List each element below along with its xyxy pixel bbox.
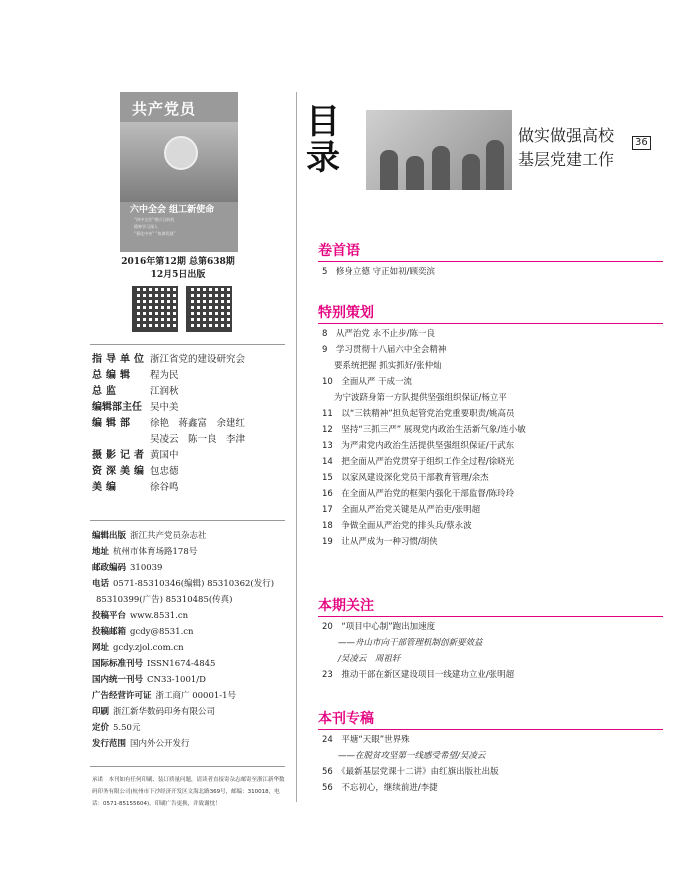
publication-value: ISSN1674-4845 <box>147 659 216 669</box>
issue-number: 2016年第12期 总第638期 <box>121 257 235 267</box>
section-rule <box>318 616 663 617</box>
staff-list <box>92 352 287 496</box>
toc-entry[interactable]: 56 不忘初心，继续前进/李捷 <box>322 783 438 793</box>
section-rule <box>318 729 663 730</box>
divider <box>90 520 285 521</box>
publication-row <box>92 608 287 624</box>
staff-row <box>92 352 287 368</box>
publication-key: 编辑出版 <box>92 531 127 541</box>
feature-photo <box>366 110 512 190</box>
toc-entry[interactable]: 14 把全面从严治党贯穿于组织工作全过程/徐晓光 <box>322 457 515 467</box>
publication-row <box>92 704 287 720</box>
divider <box>90 766 285 767</box>
qr-code-icon <box>186 286 232 332</box>
staff-role: 编辑部主任 <box>92 402 142 413</box>
publication-key: 国内统一刊号 <box>92 675 144 685</box>
publication-value: 浙工商广 00001-1号 <box>155 691 237 701</box>
publication-key: 地址 <box>92 547 110 557</box>
toc-entry[interactable]: 23 推动干部在新区建设项目一线建功立业/张明超 <box>322 670 515 680</box>
staff-role: 资深美编 <box>92 466 148 477</box>
toc-entry[interactable]: 18 争做全面从严治党的排头兵/蔡永波 <box>322 521 472 531</box>
column-divider <box>296 92 297 802</box>
publication-value: 浙江共产党员杂志社 <box>130 531 207 541</box>
staff-row <box>92 432 287 448</box>
publication-row <box>92 656 287 672</box>
publication-value: 0571-85310346(编辑) 85310362(发行) <box>113 579 275 589</box>
feature-title[interactable]: 做实做强高校 基层党建工作 <box>518 126 615 169</box>
publication-row <box>92 640 287 656</box>
staff-row <box>92 400 287 416</box>
staff-row <box>92 384 287 400</box>
section-title: 卷首语 <box>318 243 360 259</box>
toc-entry[interactable]: 要系统把握 抓实抓好/张仲灿 <box>334 361 442 371</box>
issue-date: 12月5日出版 <box>150 270 206 280</box>
publication-row <box>92 592 287 608</box>
quality-note: 承诺 本刊如有任何印刷、装订质量问题，请读者直接寄杂志邮寄至浙江新华数码印务有限公司(杭州市下沙经济开发区文海北路369号，邮编：310018，电话：0571-85155604)，印刷广告更换，并致谢忱！ <box>92 777 285 807</box>
toc-entry[interactable]: 5 修身立德 守正如初/顾奕滨 <box>322 267 435 277</box>
toc-entry[interactable]: 13 为严肃党内政治生活提供坚强组织保证/干武东 <box>322 441 515 451</box>
toc-entry[interactable]: 15 以家风建设深化党员干部教育管理/余杰 <box>322 473 489 483</box>
publication-row <box>92 528 287 544</box>
toc-entry[interactable]: 17 全面从严治党关键是从严治吏/张明超 <box>322 505 481 515</box>
publication-row <box>92 672 287 688</box>
publication-value: 浙江新华数码印务有限公司 <box>113 707 216 717</box>
staff-role: 编辑部 <box>92 418 134 429</box>
section-rule <box>318 261 663 262</box>
toc-entry[interactable]: 19 让从严成为一种习惯/胡侠 <box>322 537 438 547</box>
toc-entry[interactable]: 11 以“三铁精神”担负起管党治党重要职责/姚高员 <box>322 409 515 419</box>
toc-entry[interactable]: 16 在全面从严治党的框架内强化干部监督/陈玲玲 <box>322 489 515 499</box>
staff-role: 总监 <box>92 386 120 397</box>
publication-value: 国内外公开发行 <box>130 739 190 749</box>
toc-entry[interactable]: ——在脱贫攻坚第一线感受希望/吴凌云 <box>338 751 486 761</box>
toc-entry[interactable]: ——舟山市向干部管理机制创新要效益 <box>338 638 483 648</box>
staff-names: 吴凌云 陈一良 李津 <box>150 434 246 445</box>
publication-row <box>92 624 287 640</box>
staff-names: 黄国中 <box>150 450 179 461</box>
publication-row <box>92 576 287 592</box>
staff-names: 浙江省党的建设研究会 <box>150 354 246 365</box>
toc-entry[interactable]: 12 坚持“三抓三严” 展现党内政治生活新气象/连小敏 <box>322 425 526 435</box>
qr-code-icon <box>132 286 178 332</box>
publication-key: 投稿邮箱 <box>92 627 127 637</box>
publication-value: www.8531.cn <box>130 611 189 621</box>
publication-value: 85310399(广告) 85310485(传真) <box>96 595 233 605</box>
staff-row <box>92 480 287 496</box>
publication-row <box>92 688 287 704</box>
staff-role: 指导单位 <box>92 354 148 365</box>
publication-key: 定价 <box>92 723 110 733</box>
divider <box>90 344 285 345</box>
section-rule <box>318 323 663 324</box>
staff-names: 江润秋 <box>150 386 179 397</box>
publication-row <box>92 560 287 576</box>
cover-headline: 六中全会 组工新使命 <box>130 205 215 215</box>
publication-value: 5.50元 <box>113 723 141 733</box>
publication-key: 发行范围 <box>92 739 127 749</box>
toc-entry[interactable]: 10 全面从严 干成一流 <box>322 377 413 387</box>
publication-key: 网址 <box>92 643 110 653</box>
toc-entry[interactable]: 24 平塘“天眼”世界殊 <box>322 735 410 745</box>
staff-role: 总编辑 <box>92 370 134 381</box>
staff-role: 美编 <box>92 482 120 493</box>
publication-value: 杭州市体育场路178号 <box>113 547 198 557</box>
section-title: 特别策划 <box>318 305 374 321</box>
toc-entry[interactable]: 8 从严治党 永不止步/陈一良 <box>322 329 435 339</box>
publication-info <box>92 528 287 752</box>
staff-names: 徐谷鸣 <box>150 482 179 493</box>
toc-title: 目录 <box>306 102 340 178</box>
publication-key: 电话 <box>92 579 110 589</box>
feature-page-number: 36 <box>632 136 651 150</box>
toc-entry[interactable]: 20 “项目中心制”跑出加速度 <box>322 622 436 632</box>
publication-value: CN33-1001/D <box>147 675 206 685</box>
publication-key: 国际标准刊号 <box>92 659 144 669</box>
publication-key: 邮政编码 <box>92 563 127 573</box>
publication-key: 印刷 <box>92 707 110 717</box>
publication-value: gcdy@8531.cn <box>130 627 194 637</box>
magazine-cover <box>120 92 238 252</box>
publication-key: 投稿平台 <box>92 611 127 621</box>
toc-entry[interactable]: 56 《最新基层党课十二讲》由红旗出版社出版 <box>322 767 499 777</box>
party-emblem-icon <box>164 136 198 170</box>
staff-role: 摄影记者 <box>92 450 148 461</box>
section-title: 本刊专稿 <box>318 711 374 727</box>
cover-masthead: 共产党员 <box>132 100 197 118</box>
publication-value: 310039 <box>130 563 163 573</box>
toc-entry[interactable]: 9 学习贯彻十八届六中全会精神 <box>322 345 447 355</box>
staff-role <box>92 432 150 448</box>
staff-names: 包忠德 <box>150 466 179 477</box>
cover-sublines: “四中全会”相应目前机 精神学习深入 “强化中央” “协调发展” <box>134 217 176 236</box>
staff-names: 徐艳 蒋鑫富 余建红 <box>150 418 246 429</box>
staff-names: 吴中美 <box>150 402 179 413</box>
issue-info <box>108 256 248 282</box>
section-title: 本期关注 <box>318 598 374 614</box>
publication-row <box>92 544 287 560</box>
publication-row <box>92 736 287 752</box>
toc-entry[interactable]: 为宁波跻身第一方队提供坚强组织保证/杨立平 <box>334 393 507 403</box>
staff-row <box>92 448 287 464</box>
staff-row <box>92 416 287 432</box>
publication-key: 广告经营许可证 <box>92 691 152 701</box>
toc-entry[interactable]: /吴凌云 周祖轩 <box>338 654 401 664</box>
staff-row <box>92 464 287 480</box>
staff-names: 程为民 <box>150 370 179 381</box>
staff-row <box>92 368 287 384</box>
publication-value: gcdy.zjol.com.cn <box>113 643 184 653</box>
publication-row <box>92 720 287 736</box>
